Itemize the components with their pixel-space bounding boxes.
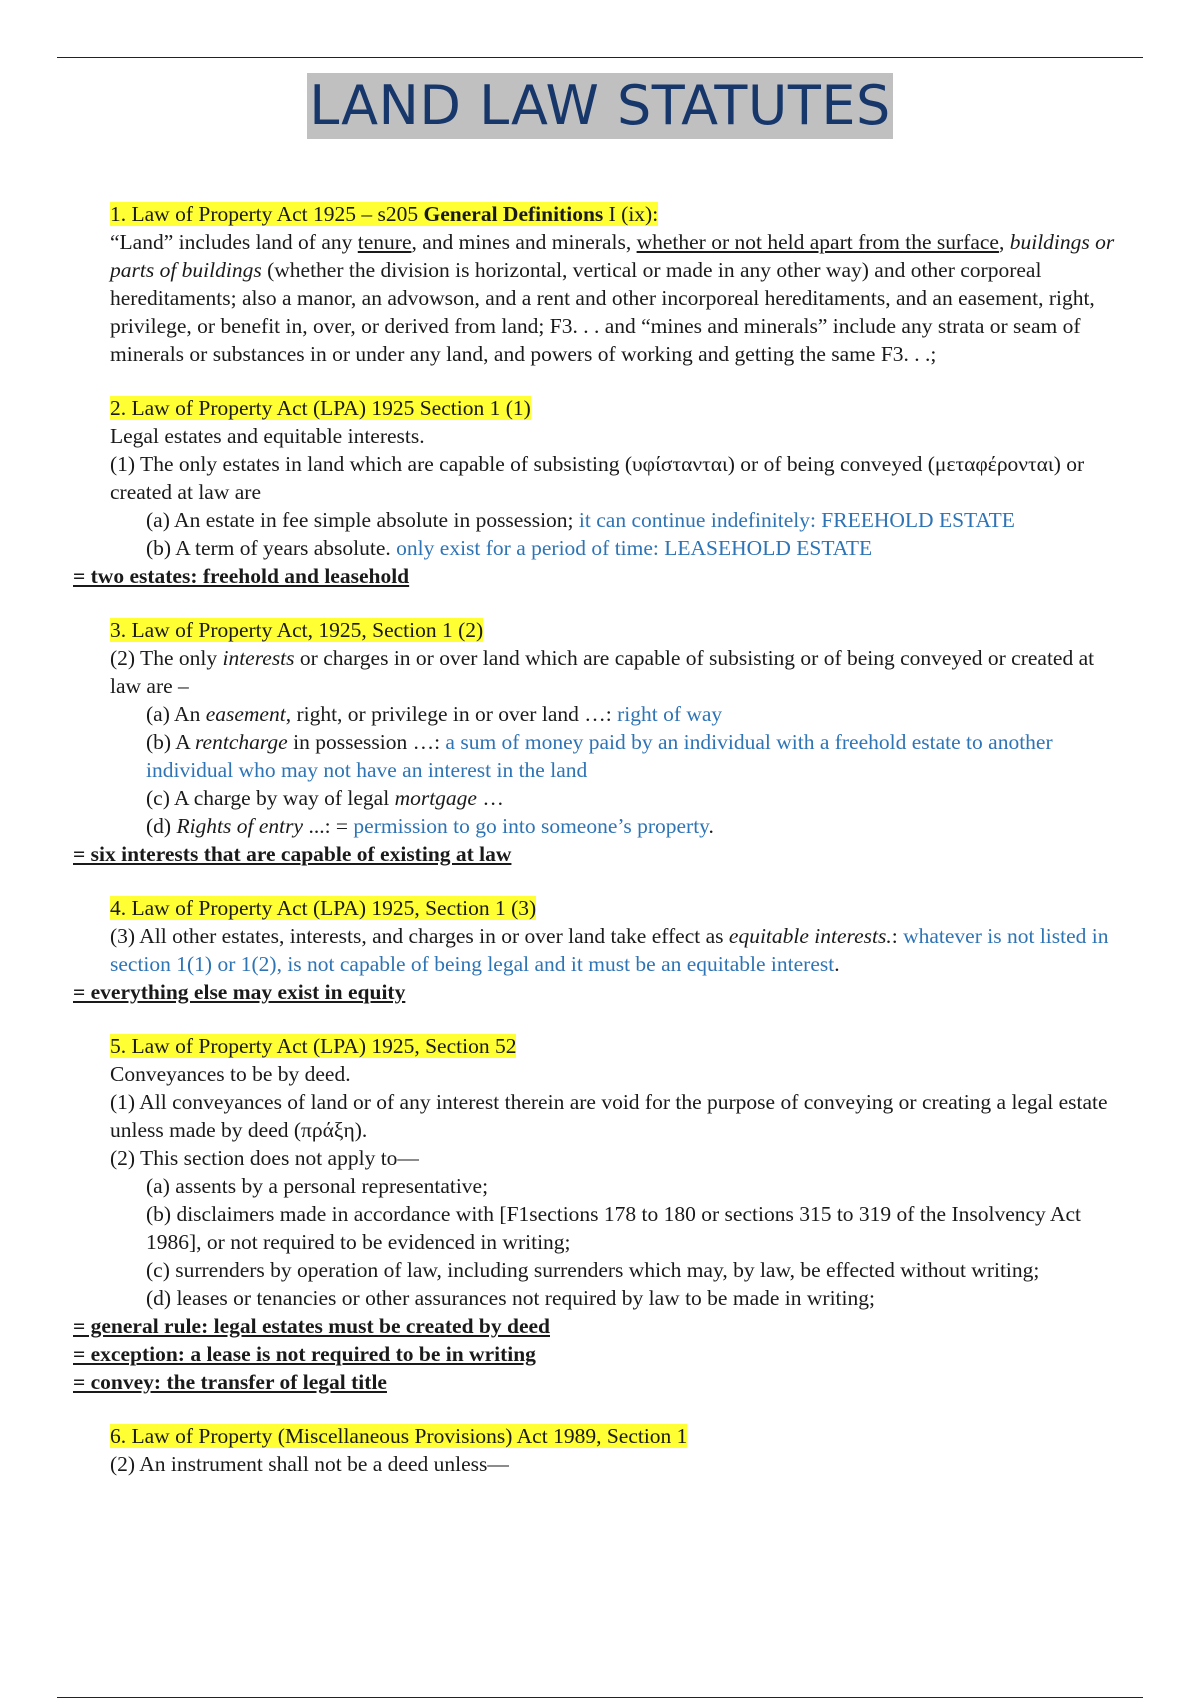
bottom-rule <box>57 1697 1143 1698</box>
s5-summary-1: = general rule: legal estates must be created by deed <box>73 1314 550 1338</box>
s1-head-a: 1. Law of Property Act 1925 – s205 <box>110 202 424 226</box>
section-4 <box>0 894 1200 1006</box>
s2-a-text: (a) An estate in fee simple absolute in possession; <box>146 508 579 532</box>
s3-item-b <box>146 728 1128 784</box>
section-3-heading <box>110 616 1200 644</box>
s3-item-c <box>146 784 1128 812</box>
section-1-heading-highlight <box>110 202 658 226</box>
s1-t2: tenure <box>357 230 412 254</box>
s2-line2: (1) The only estates in land which are capable of subsisting (υφίστανται) or of being conveyed (μεταφέρονται) or created at law are <box>110 452 1085 504</box>
section-1-text <box>110 228 1128 368</box>
s1-t3: , and mines and minerals, <box>411 230 637 254</box>
s3-item-d <box>146 812 1128 840</box>
s3-c2: mortgage <box>394 786 477 810</box>
s3-item-a <box>146 700 1128 728</box>
s3-d2: Rights of entry <box>176 814 304 838</box>
section-2-heading-highlight: 2. Law of Property Act (LPA) 1925 Section 1 (1) <box>110 396 531 420</box>
s2-summary: = two estates: freehold and leasehold <box>73 564 410 588</box>
s3-b3: in possession …: <box>287 730 446 754</box>
s2-b-note: only exist for a period of time: LEASEHOLD ESTATE <box>396 536 873 560</box>
s2-item-a <box>146 506 1128 534</box>
section-3-heading-highlight: 3. Law of Property Act, 1925, Section 1 (2) <box>110 618 484 642</box>
s1-t5: , <box>998 230 1010 254</box>
section-4-heading-highlight: 4. Law of Property Act (LPA) 1925, Section 1 (3) <box>110 896 537 920</box>
s3-line1 <box>110 644 1128 700</box>
section-1 <box>0 200 1200 368</box>
s3-c3: … <box>476 786 504 810</box>
s5-item-b: (b) disclaimers made in accordance with [F1sections 178 to 180 or sections 315 to 319 of the Insolvency Act 1986], or not required to be evidenced in writing; <box>146 1202 1082 1254</box>
s2-a-note: it can continue indefinitely: FREEHOLD ESTATE <box>578 508 1015 532</box>
s3-b2: rentcharge <box>194 730 288 754</box>
s5-summary-3: = convey: the transfer of legal title <box>73 1370 387 1394</box>
s5-line1: Conveyances to be by deed. <box>110 1062 351 1086</box>
s2-b-text: (b) A term of years absolute. <box>146 536 397 560</box>
section-5-heading-highlight: 5. Law of Property Act (LPA) 1925, Section 52 <box>110 1034 517 1058</box>
s1-t1: “Land” includes land of any <box>110 230 358 254</box>
section-5 <box>0 1032 1200 1396</box>
s2-line1: Legal estates and equitable interests. <box>110 424 425 448</box>
section-2-heading <box>110 394 1200 422</box>
s3-d4: . <box>708 814 714 838</box>
document-body <box>0 200 1200 1504</box>
s4-note: whatever is not listed in section 1(1) or 1(2), is not capable of being legal and it must be an equitable interest <box>110 924 1109 976</box>
s4-t4: . <box>834 952 840 976</box>
s1-t7: (whether the division is horizontal, vertical or made in any other way) and other corporeal hereditaments; also a manor, an advowson, and a rent and other incorporeal hereditaments, and an easement, right, privilege, or benefit in, over, or derived from land; F3. . . and “mines and minerals” include any strata or seam of minerals or substances in or under any land, and powers of working and getting the same F3. . .; <box>110 258 1095 366</box>
s3-a1: (a) An <box>146 702 206 726</box>
section-6-heading <box>110 1422 1200 1450</box>
s2-item-b <box>146 534 1128 562</box>
s3-a3: , right, or privilege in or over land …: <box>285 702 618 726</box>
s3-c1: (c) A charge by way of legal <box>146 786 395 810</box>
s3-d1: (d) <box>146 814 177 838</box>
top-rule <box>57 57 1143 58</box>
s3-d-note: permission to go into someone’s property <box>353 814 709 838</box>
section-6-heading-highlight: 6. Law of Property (Miscellaneous Provisions) Act 1989, Section 1 <box>110 1424 688 1448</box>
s5-line3: (2) This section does not apply to— <box>110 1146 419 1170</box>
s4-t3: : <box>891 924 904 948</box>
section-5-heading <box>110 1032 1200 1060</box>
s3-a2: easement <box>205 702 286 726</box>
s5-summary-2: = exception: a lease is not required to be in writing <box>73 1342 536 1366</box>
section-4-heading <box>110 894 1200 922</box>
title-wrap <box>0 73 1200 139</box>
s3-b1: (b) A <box>146 730 195 754</box>
section-2 <box>0 394 1200 590</box>
page-title: LAND LAW STATUTES <box>309 74 891 137</box>
section-6 <box>0 1422 1200 1478</box>
s5-item-d: (d) leases or tenancies or other assurances not required by law to be made in writing; <box>146 1286 875 1310</box>
s4-t1: (3) All other estates, interests, and charges in or over land take effect as <box>110 924 729 948</box>
s5-item-a: (a) assents by a personal representative; <box>146 1174 489 1198</box>
section-1-heading <box>110 200 1200 228</box>
s1-head-c: I (ix): <box>603 202 659 226</box>
s3-summary: = six interests that are capable of existing at law <box>73 842 512 866</box>
s3-a-note: right of way <box>617 702 723 726</box>
s1-t4: whether or not held apart from the surface <box>636 230 999 254</box>
s3-l1b: interests <box>222 646 295 670</box>
s3-d3: ...: = <box>303 814 354 838</box>
s6-line1: (2) An instrument shall not be a deed unless— <box>110 1452 509 1476</box>
s3-l1c: or charges in or over land which are capable of subsisting or of being conveyed or created at law are – <box>110 646 1095 698</box>
s3-b-note: a sum of money paid by an individual with a freehold estate to another individual who may not have an interest in the land <box>146 730 1053 782</box>
s4-text <box>110 922 1128 978</box>
s4-summary: = everything else may exist in equity <box>73 980 406 1004</box>
s5-line2: (1) All conveyances of land or of any interest therein are void for the purpose of conveying or creating a legal estate unless made by deed (πράξη). <box>110 1090 1108 1142</box>
s1-head-b: General Definitions <box>423 202 604 226</box>
s1-t6: buildings or parts of buildings <box>110 230 1115 282</box>
s4-t2: equitable interests. <box>728 924 892 948</box>
s5-item-c: (c) surrenders by operation of law, including surrenders which may, by law, be effected without writing; <box>146 1258 1040 1282</box>
section-3 <box>0 616 1200 868</box>
s3-l1a: (2) The only <box>110 646 223 670</box>
